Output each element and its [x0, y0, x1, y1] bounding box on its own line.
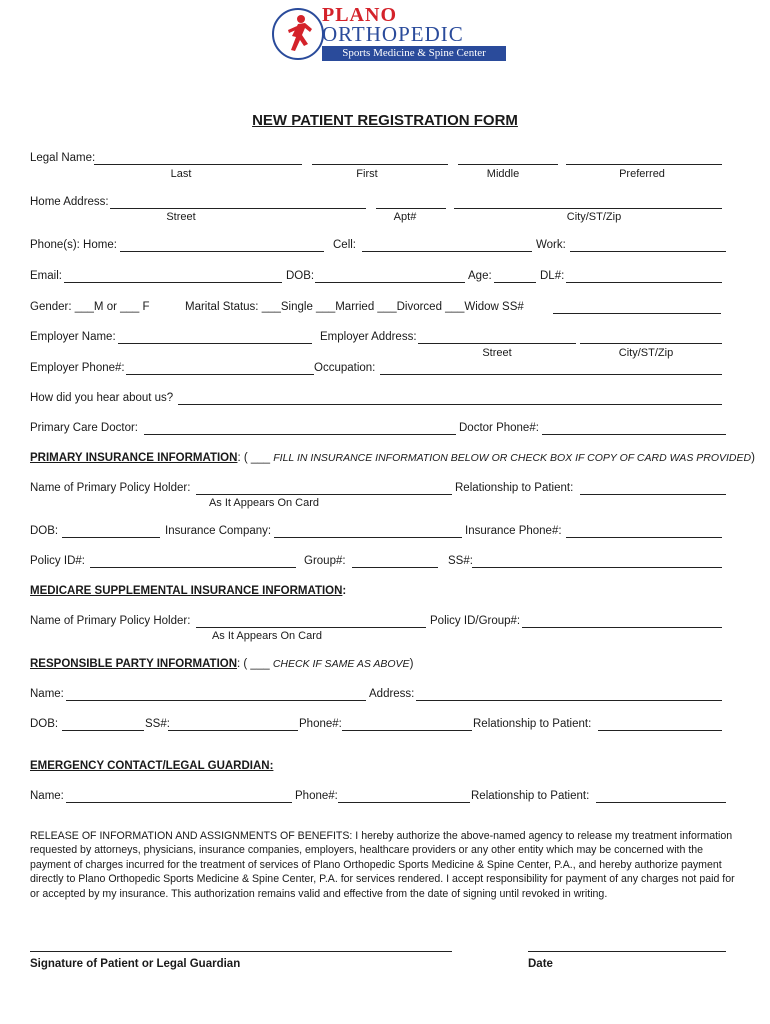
- first-name-field[interactable]: [312, 164, 448, 165]
- work-label: Work:: [536, 239, 566, 251]
- employer-city-field[interactable]: [580, 343, 722, 344]
- logo-tagline: Sports Medicine & Spine Center: [322, 46, 506, 61]
- medicare-heading: [30, 585, 346, 597]
- insurance-phone-label: Insurance Phone#:: [465, 525, 562, 537]
- marital-status-label: Marital Status: ___Single ___Married ___Divorced ___Widow SS#: [185, 301, 524, 313]
- employer-city-sublabel: City/ST/Zip: [618, 347, 674, 359]
- ins-dob-label: DOB:: [30, 525, 59, 537]
- employer-phone-label: Employer Phone#:: [30, 362, 125, 374]
- responsible-heading: [30, 658, 413, 670]
- insurance-phone-field[interactable]: [566, 537, 722, 538]
- medicare-policy-field[interactable]: [522, 627, 722, 628]
- emergency-phone-field[interactable]: [338, 802, 470, 803]
- responsible-ss-field[interactable]: [168, 730, 298, 731]
- employer-name-field[interactable]: [118, 343, 312, 344]
- middle-name-field[interactable]: [458, 164, 558, 165]
- email-label: Email:: [30, 270, 62, 282]
- emergency-name-field[interactable]: [66, 802, 292, 803]
- employer-phone-field[interactable]: [126, 374, 314, 375]
- cell-phone-field[interactable]: [362, 251, 532, 252]
- responsible-relationship-field[interactable]: [598, 730, 722, 731]
- medicare-title: MEDICARE SUPPLEMENTAL INSURANCE INFORMATION: [30, 585, 343, 597]
- runner-icon: [272, 8, 324, 60]
- gender-label: Gender: ___M or ___ F: [30, 301, 150, 313]
- form-title: NEW PATIENT REGISTRATION FORM: [252, 112, 518, 129]
- logo-orthopedic-text: ORTHOPEDIC: [322, 22, 464, 46]
- responsible-note: CHECK IF SAME AS ABOVE: [272, 658, 410, 670]
- group-label: Group#:: [304, 555, 346, 567]
- logo-plano-text: PLANO: [322, 4, 397, 26]
- group-field[interactable]: [352, 567, 438, 568]
- dob-field[interactable]: [315, 282, 465, 283]
- doctor-phone-field[interactable]: [542, 434, 726, 435]
- policy-holder-field[interactable]: [196, 494, 452, 495]
- relationship-label: Relationship to Patient:: [455, 482, 574, 494]
- referral-field[interactable]: [178, 404, 722, 405]
- responsible-dob-label: DOB:: [30, 718, 59, 730]
- ins-dob-field[interactable]: [62, 537, 160, 538]
- home-phone-field[interactable]: [120, 251, 324, 252]
- date-label: Date: [528, 958, 553, 970]
- last-name-field[interactable]: [94, 164, 302, 165]
- referral-label: How did you hear about us?: [30, 392, 174, 404]
- apt-sublabel: Apt#: [393, 211, 417, 223]
- employer-name-label: Employer Name:: [30, 331, 116, 343]
- as-appears-sublabel: As It Appears On Card: [208, 497, 320, 509]
- release-paragraph: RELEASE OF INFORMATION AND ASSIGNMENTS OF BENEFITS: I hereby authorize the above-named agency to release my treatment information requested by attorneys, physicians, insurance companies, employers, healthcare providers or any other entity which may be concerned with the payment of charges incurred for the treatment of services of Plano Orthopedic Sports Medicine & Spine Center, P.A., and hereby authorize payment directly to Plano Orthopedic Sports Medicine & Spine Center, P.A. for services rendered. I accept responsibility for payment of any charges not paid for or accepted by my insurance. This authorization remains valid and effective from the date of signing until revoked in writing.: [30, 830, 735, 900]
- age-field[interactable]: [494, 282, 536, 283]
- last-sublabel: Last: [170, 168, 192, 180]
- responsible-phone-label: Phone#:: [299, 718, 342, 730]
- date-field[interactable]: [528, 951, 726, 952]
- signature-field[interactable]: [30, 951, 452, 952]
- emergency-relationship-field[interactable]: [596, 802, 726, 803]
- age-label: Age:: [468, 270, 492, 282]
- relationship-field[interactable]: [580, 494, 726, 495]
- dl-field[interactable]: [566, 282, 722, 283]
- legal-name-label: Legal Name:: [30, 152, 96, 164]
- emergency-relationship-label: Relationship to Patient:: [471, 790, 590, 802]
- responsible-address-label: Address:: [369, 688, 415, 700]
- medicare-as-appears-sublabel: As It Appears On Card: [211, 630, 323, 642]
- responsible-title: RESPONSIBLE PARTY INFORMATION: [30, 658, 238, 670]
- medicare-policy-label: Policy ID/Group#:: [430, 615, 521, 627]
- cell-label: Cell:: [333, 239, 357, 251]
- signature-label: Signature of Patient or Legal Guardian: [30, 958, 241, 970]
- home-phone-label: Phone(s): Home:: [30, 239, 117, 251]
- responsible-dob-field[interactable]: [62, 730, 144, 731]
- preferred-name-field[interactable]: [566, 164, 722, 165]
- occupation-field[interactable]: [380, 374, 722, 375]
- occupation-label: Occupation:: [314, 362, 376, 374]
- responsible-name-field[interactable]: [66, 700, 366, 701]
- responsible-paren: : ( ___: [237, 658, 270, 670]
- medicare-holder-label: Name of Primary Policy Holder:: [30, 615, 191, 627]
- responsible-address-field[interactable]: [416, 700, 722, 701]
- insurance-company-label: Insurance Company:: [165, 525, 272, 537]
- employer-street-sublabel: Street: [482, 347, 512, 359]
- ins-ss-label: SS#:: [448, 555, 473, 567]
- responsible-ss-label: SS#:: [145, 718, 170, 730]
- email-field[interactable]: [64, 282, 282, 283]
- emergency-heading: EMERGENCY CONTACT/LEGAL GUARDIAN:: [30, 760, 274, 772]
- dob-label: DOB:: [286, 270, 315, 282]
- primary-insurance-paren: : ( ___: [237, 452, 271, 464]
- middle-sublabel: Middle: [486, 168, 520, 180]
- doctor-phone-label: Doctor Phone#:: [459, 422, 539, 434]
- street-field[interactable]: [110, 208, 366, 209]
- insurance-company-field[interactable]: [274, 537, 462, 538]
- medicare-holder-field[interactable]: [196, 627, 426, 628]
- first-sublabel: First: [356, 168, 378, 180]
- ins-ss-field[interactable]: [472, 567, 722, 568]
- primary-insurance-paren-close: ): [751, 452, 755, 464]
- policy-holder-label: Name of Primary Policy Holder:: [30, 482, 191, 494]
- policy-id-field[interactable]: [90, 567, 296, 568]
- primary-insurance-heading: [30, 452, 755, 464]
- work-phone-field[interactable]: [570, 251, 726, 252]
- dl-label: DL#:: [540, 270, 565, 282]
- street-sublabel: Street: [166, 211, 196, 223]
- apt-field[interactable]: [376, 208, 446, 209]
- pcp-label: Primary Care Doctor:: [30, 422, 138, 434]
- employer-address-label: Employer Address:: [320, 331, 417, 343]
- employer-street-field[interactable]: [418, 343, 576, 344]
- primary-insurance-title: PRIMARY INSURANCE INFORMATION: [30, 452, 238, 464]
- responsible-phone-field[interactable]: [342, 730, 472, 731]
- city-sublabel: City/ST/Zip: [566, 211, 622, 223]
- policy-id-label: Policy ID#:: [30, 555, 85, 567]
- responsible-relationship-label: Relationship to Patient:: [473, 718, 592, 730]
- responsible-paren-close: ): [409, 658, 414, 670]
- primary-insurance-note: FILL IN INSURANCE INFORMATION BELOW OR CHECK BOX IF COPY OF CARD WAS PROVIDED: [273, 452, 752, 464]
- home-address-label: Home Address:: [30, 196, 109, 208]
- preferred-sublabel: Preferred: [619, 168, 665, 180]
- emergency-name-label: Name:: [30, 790, 64, 802]
- ss-field[interactable]: [553, 313, 721, 314]
- medicare-colon: :: [342, 585, 347, 597]
- emergency-phone-label: Phone#:: [295, 790, 338, 802]
- responsible-name-label: Name:: [30, 688, 64, 700]
- pcp-field[interactable]: [144, 434, 456, 435]
- city-st-zip-field[interactable]: [454, 208, 722, 209]
- practice-logo: [270, 6, 510, 62]
